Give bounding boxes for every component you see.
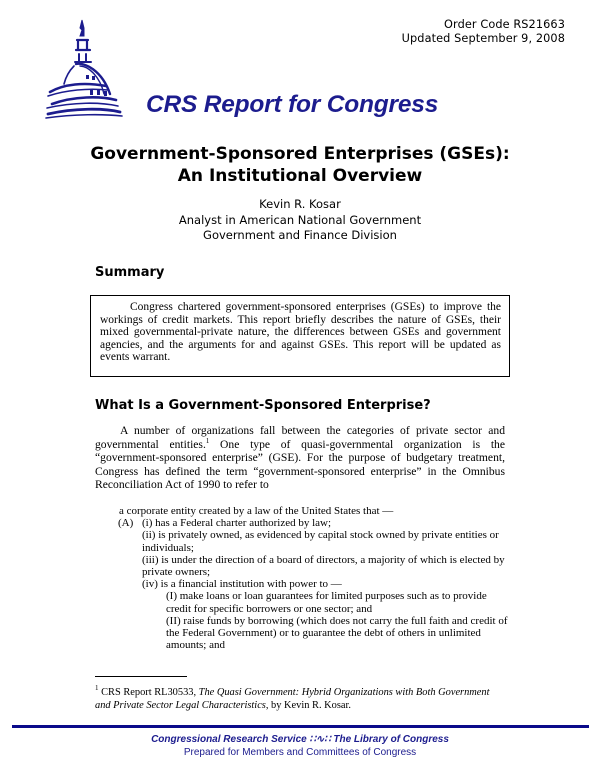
author-name: Kevin R. Kosar <box>259 197 341 211</box>
author-position: Analyst in American National Government <box>178 212 422 227</box>
body-paragraph <box>95 424 505 492</box>
footer-prepared-line: Prepared for Members and Committees of Congress <box>183 747 417 758</box>
paragraph-text-part1: A number of organizations fall between the categories of private sector and governmental entities. <box>95 424 505 451</box>
capitol-dome-icon <box>44 14 156 126</box>
footnote: $^1$ CRS Report RL30533, The Quasi Government: Hybrid Organizations with Both Government and Private Sector Legal Characteristics, by Kevin R. Kosar. <box>95 684 490 712</box>
footnote-reference[interactable]: 1 <box>205 436 210 445</box>
order-code-block <box>402 18 565 46</box>
document-title-line2: An Institutional Overview <box>177 166 423 186</box>
quote-label-a: (A) <box>118 517 134 530</box>
crs-report-title: CRS Report for Congress <box>146 91 439 118</box>
block-quote <box>119 505 509 651</box>
footer-crs-line: Congressional Research Service ∷∿∷ The Library of Congress <box>151 734 449 745</box>
quote-item-I: (I) make loans or loan guarantees for limited purposes such as to provide credit for specific borrowers or one sector; and <box>166 590 487 615</box>
section-heading: What Is a Government-Sponsored Enterprise? <box>95 398 431 413</box>
updated-date: Updated September 9, 2008 <box>401 32 565 45</box>
footer-divider <box>12 725 589 728</box>
quote-item-iv: (iv) is a financial institution with power to — <box>142 578 342 591</box>
summary-heading: Summary <box>95 265 165 280</box>
paragraph-text-part2: One type of quasi-governmental organization is the “government-sponsored enterprise” (GSE). For the purpose of budgetary treatment, Congress has defined the term “government-sponsored enterprise” in the Omnibus Reconciliation Act of 1990 to refer to <box>95 437 505 492</box>
quote-item-i: (A) (i) has a Federal charter authorized by law; <box>118 517 332 530</box>
footnote-number: 1 <box>95 684 99 692</box>
order-code: Order Code RS21663 <box>444 18 565 31</box>
footnote-divider <box>95 676 187 677</box>
author-division: Government and Finance Division <box>203 228 397 242</box>
quote-intro: a corporate entity created by a law of the United States that — <box>119 505 394 517</box>
quote-item-II: (II) raise funds by borrowing (which does not carry the full faith and credit of the Federal Government) or to guarantee the debt of others in unlimited amounts; and <box>166 614 508 652</box>
footnote-cited-title: The Quasi Government: Hybrid Organizations with Both Government and Private Sector Legal Characteristics <box>95 687 490 712</box>
summary-text: Congress chartered government-sponsored enterprises (GSEs) to improve the workings of credit markets. This report briefly describes the nature of GSEs, their mixed governmental-private nature, the differences between GSEs and government agencies, and the arguments for and against GSEs. This report will be updated as events warrant. <box>100 301 501 364</box>
summary-box <box>90 295 510 377</box>
author-block <box>0 197 600 244</box>
quote-item-iii: (iii) is under the direction of a board of directors, a majority of which is elected by private owners; <box>142 553 505 579</box>
quote-item-ii: (ii) is privately owned, as evidenced by capital stock owned by private entities or individuals; <box>142 529 499 554</box>
document-title-line1: Government-Sponsored Enterprises (GSEs): <box>90 144 510 164</box>
document-title <box>0 143 600 187</box>
